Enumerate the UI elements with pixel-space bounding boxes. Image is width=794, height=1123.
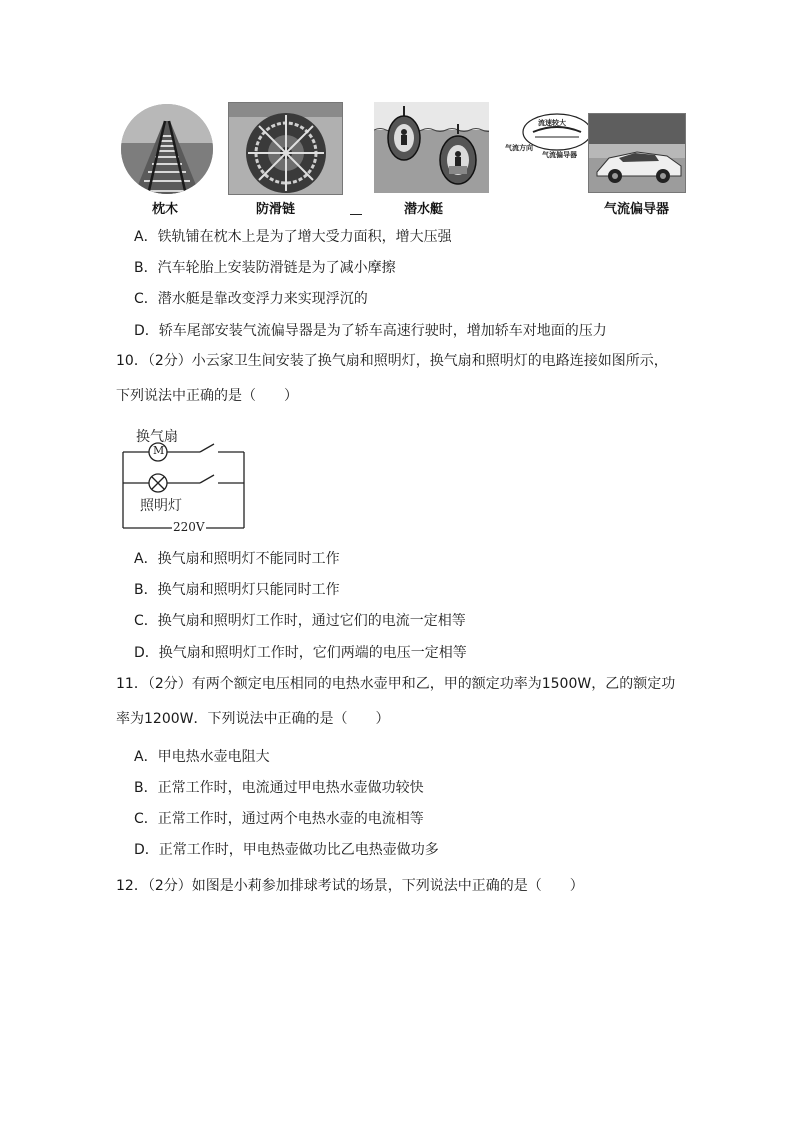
q9-option-a[interactable]: A．铁轨铺在枕木上是为了增大受力面积，增大压强 (134, 229, 452, 245)
q11-option-a[interactable]: A．甲电热水壶电阻大 (134, 749, 270, 765)
figure-label-submarine: 潜水艇 (404, 202, 444, 217)
figure-submarine (374, 102, 489, 193)
tire-snow-chain-photo (229, 103, 342, 194)
q10-stem-line2: 下列说法中正确的是（ ） (116, 388, 298, 404)
figure-car-spoiler (588, 113, 686, 193)
separator-underscore (350, 214, 362, 215)
callout-fast-flow: 流速较大 (538, 119, 566, 127)
q11-option-c[interactable]: C．正常工作时，通过两个电热水壶的电流相等 (134, 811, 424, 827)
q9-option-d[interactable]: D．轿车尾部安装气流偏导器是为了轿车高速行驶时，增加轿车对地面的压力 (134, 323, 607, 339)
circuit-lamp-label: 照明灯 (140, 498, 182, 514)
figure-railway-sleepers (120, 103, 214, 195)
circuit-motor-symbol: M (153, 444, 165, 457)
figure-label-sleepers: 枕木 (152, 202, 179, 217)
q10-option-d[interactable]: D．换气扇和照明灯工作时，它们两端的电压一定相等 (134, 645, 467, 661)
q11-option-d[interactable]: D．正常工作时，甲电热壶做功比乙电热壶做功多 (134, 842, 439, 858)
q10-option-a[interactable]: A．换气扇和照明灯不能同时工作 (134, 551, 340, 567)
q9-option-b[interactable]: B．汽车轮胎上安装防滑链是为了减小摩擦 (134, 260, 396, 276)
circuit-voltage-label: 220V (173, 520, 205, 534)
q11-stem-line2: 率为1200W．下列说法中正确的是（ ） (116, 711, 390, 727)
figure-label-snow-chain: 防滑链 (256, 202, 296, 217)
q10-option-b[interactable]: B．换气扇和照明灯只能同时工作 (134, 582, 340, 598)
car-spoiler-photo (589, 114, 685, 192)
circuit-fan-label: 换气扇 (136, 429, 178, 445)
figure-snow-chain (228, 102, 343, 195)
q11-option-b[interactable]: B．正常工作时，电流通过甲电热水壶做功较快 (134, 780, 424, 796)
q12-stem: 12．（2分）如图是小莉参加排球考试的场景，下列说法中正确的是（ ） (116, 878, 584, 894)
q10-stem-line1: 10．（2分）小云家卫生间安装了换气扇和照明灯，换气扇和照明灯的电路连接如图所示， (116, 353, 668, 369)
q11-stem-line1: 11．（2分）有两个额定电压相同的电热水壶甲和乙，甲的额定功率为1500W，乙的额定功 (116, 676, 676, 692)
q9-option-c[interactable]: C．潜水艇是靠改变浮力来实现浮沉的 (134, 291, 368, 307)
callout-air-direction: 气流方向 (505, 144, 533, 152)
q10-option-c[interactable]: C．换气扇和照明灯工作时，通过它们的电流一定相等 (134, 613, 466, 629)
figure-label-spoiler: 气流偏导器 (604, 202, 670, 217)
submarine-diagram (374, 102, 489, 193)
callout-deflector: 气流偏导器 (542, 151, 577, 159)
railway-sleepers-photo (120, 103, 214, 195)
